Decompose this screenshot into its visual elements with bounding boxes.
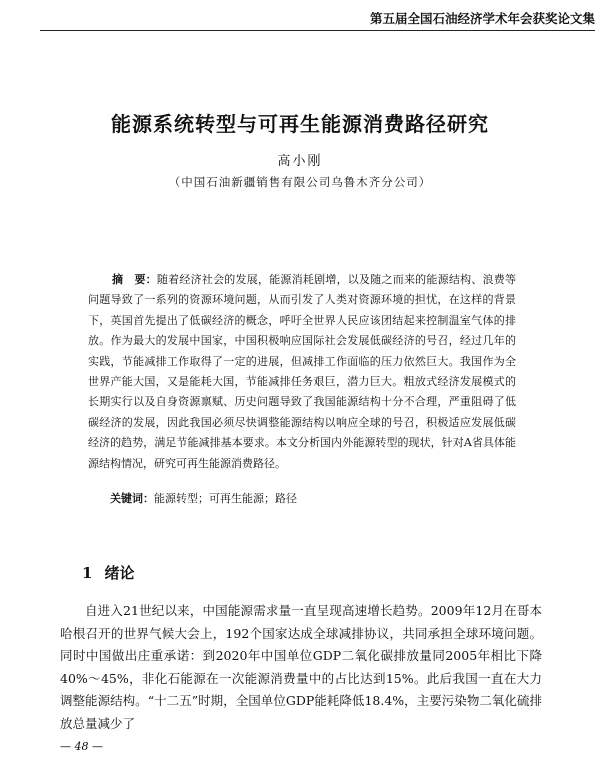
body-paragraph: 自进入21世纪以来，中国能源需求量一直呈现高速增长趋势。2009年12月在哥本哈根召开的世界气候大会上，192个国家达成全球减排协议，共同承担全球环境问题。同时中国做出庄重承诺：到2020年中国单位GDP二氧化碳排放量同2005年相比下降40%～45%，非化石能源在一次能源消费量中的占比达到15%。此后我国一直在大力调整能源结构。“十二五”时期，全国单位GDP能耗降低18.4%，主要污染物二氧化硫排放总量减少了 — [60, 603, 542, 731]
abstract-text: 随着经济社会的发展，能源消耗剧增，以及随之而来的能源结构、浪费等问题导致了一系列的资源环境问题，从而引发了人类对资源环境的担忧，在这样的背景下，英国首先提出了低碳经济的概念，呼吁全世界人民应该团结起来控制温室气体的排放。作为最大的发展中国家，中国积极响应国际社会发展低碳经济的号召，经过几年的实践，节能减排工作取得了一定的进展，但减排工作面临的压力依然巨大。我国作为全世界产能大国，又是能耗大国，节能减排任务艰巨，潜力巨大。粗放式经济发展模式的长期实行以及自身资源禀赋、历史问题导致了我国能源结构十分不合理，严重阻碍了低碳经济的发展，因此我国必须尽快调整能源结构以响应全球的号召，积极适应发展低碳经济的趋势，满足节能减排基本要求。本文分析国内外能源转型的现状，针对A省具体能源结构情况，研究可再生能源消费路径。 — [88, 273, 517, 470]
header-divider — [40, 30, 595, 31]
keywords-text: 能源转型；可再生能源；路径 — [154, 492, 297, 505]
page-number: — 48 — — [60, 740, 103, 753]
abstract — [88, 270, 516, 474]
author-name: 高小刚 — [277, 154, 323, 169]
section-heading — [82, 562, 134, 583]
running-header: 第五届全国石油经济学术年会获奖论文集 — [369, 11, 595, 26]
author-affiliation: （中国石油新疆销售有限公司乌鲁木齐分公司） — [168, 175, 432, 189]
paper-title: 能源系统转型与可再生能源消费路径研究 — [111, 112, 489, 136]
keywords-label: 关键词： — [110, 492, 154, 505]
abstract-label: 摘 要： — [112, 273, 157, 286]
section-title: 绪论 — [104, 564, 135, 582]
keywords — [110, 490, 530, 506]
section-number: 1 — [82, 564, 93, 582]
